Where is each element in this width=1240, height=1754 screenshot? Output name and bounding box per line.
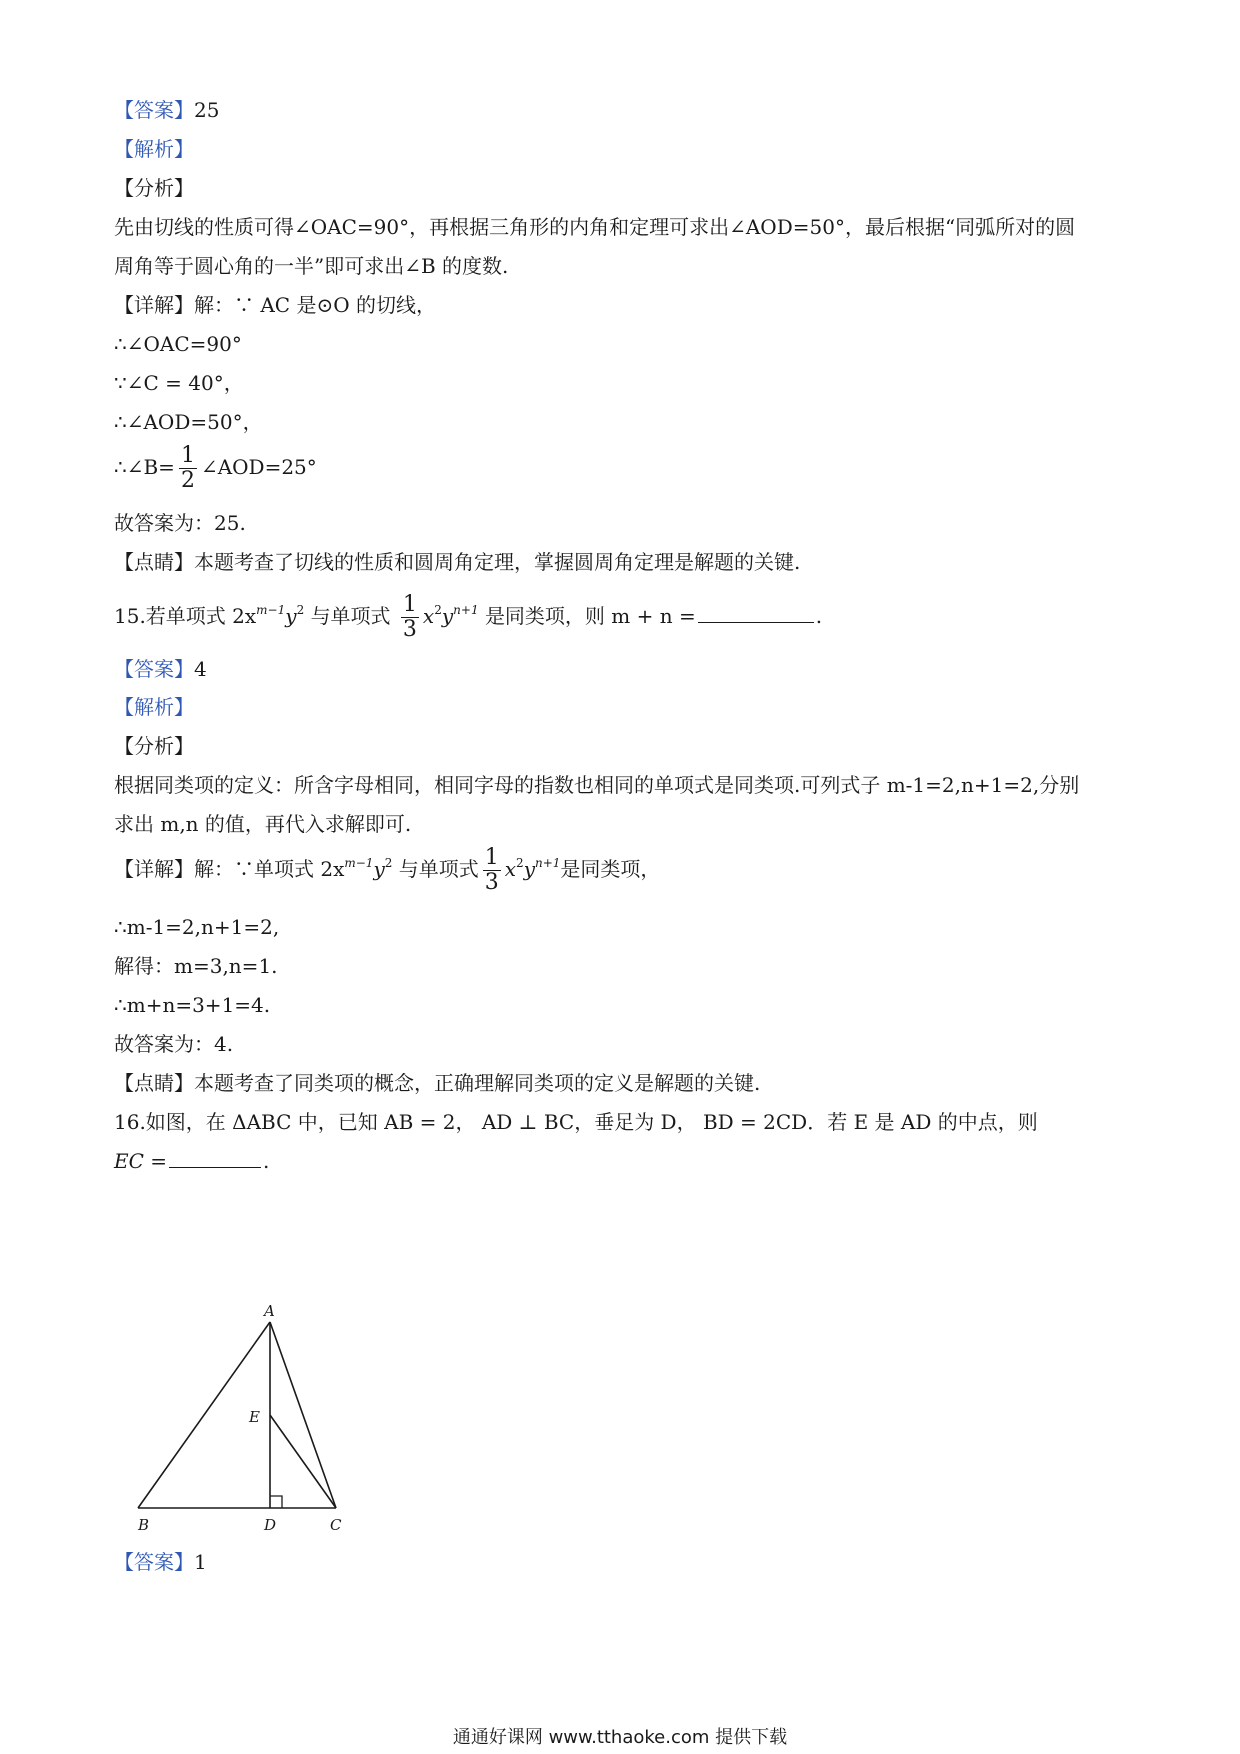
step-line: ∴∠AOD=50°，	[114, 410, 263, 434]
detail-tag: 【详解】	[114, 293, 194, 317]
answer-value: 1	[194, 1550, 207, 1574]
label-b: B	[138, 1516, 150, 1534]
stem-text: 15.若单项式 2x	[114, 604, 257, 628]
stem-text: EC =	[114, 1149, 168, 1173]
analysis-line: 求出 m,n 的值，再代入求解即可.	[114, 812, 412, 836]
segment-ac	[270, 1322, 336, 1508]
step-text: ∴∠B=	[114, 455, 175, 479]
analysis-line: 周角等于圆心角的一半”即可求出∠B 的度数.	[114, 254, 509, 278]
jiexi-tag: 【解析】	[114, 695, 194, 719]
detail-text: 是同类项，	[560, 857, 661, 881]
fraction-denominator: 2	[180, 468, 195, 493]
dianjing-text: 本题考查了切线的性质和圆周角定理，掌握圆周角定理是解题的关键.	[194, 550, 801, 574]
variable: y	[441, 604, 454, 628]
variable: x	[504, 857, 517, 881]
segment-ec	[270, 1415, 336, 1508]
final-answer: 故答案为：4.	[114, 1032, 234, 1056]
triangle-figure	[122, 1300, 352, 1540]
fraction-numerator: 1	[180, 443, 195, 468]
answer-value: 25	[194, 98, 220, 122]
final-answer: 故答案为：25.	[114, 511, 246, 535]
analysis-line: 先由切线的性质可得∠OAC=90°，再根据三角形的内角和定理可求出∠AOD=50°，最后根据“同弧所对的圆	[114, 215, 1076, 239]
fraction-denominator: 3	[402, 617, 417, 642]
answer-tag: 【答案】	[114, 98, 194, 122]
footer-credit: 通通好课网 www.tthaoke.com 提供下载	[452, 1727, 788, 1748]
fraction-numerator: 1	[402, 592, 417, 617]
variable: x	[422, 604, 435, 628]
detail-tag: 【详解】	[114, 857, 194, 881]
fraction	[179, 444, 197, 493]
fraction	[401, 593, 419, 642]
fraction-denominator: 3	[484, 870, 499, 895]
fenxi-tag: 【分析】	[114, 734, 194, 758]
dianjing-tag: 【点睛】	[114, 1071, 194, 1095]
answer-blank	[169, 1147, 261, 1168]
detail-text: 与单项式	[398, 857, 479, 881]
step-line: ∴m-1=2,n+1=2,	[114, 915, 280, 939]
detail-line	[114, 290, 1130, 320]
exponent: 2	[434, 603, 442, 617]
right-angle-mark	[270, 1496, 282, 1508]
step-line: ∴m+n=3+1=4.	[114, 993, 271, 1017]
exponent: m−1	[256, 603, 286, 617]
answer-tag: 【答案】	[114, 657, 194, 681]
step-line: ∵∠C = 40°，	[114, 371, 244, 395]
q16-stem-2	[114, 1146, 1130, 1176]
variable: y	[285, 604, 297, 628]
detail-text: 解：∵单项式 2x	[194, 857, 345, 881]
step-line: ∴∠OAC=90°	[114, 332, 242, 356]
step-text: ∠AOD=25°	[200, 455, 317, 479]
stem-text: .	[815, 604, 823, 628]
stem-text: 与单项式	[310, 604, 391, 628]
answer-blank	[698, 602, 814, 623]
dianjing-tag: 【点睛】	[114, 550, 194, 574]
jiexi-tag: 【解析】	[114, 137, 194, 161]
detail-line	[114, 838, 1130, 898]
dianjing-line	[114, 547, 1130, 577]
exponent: m−1	[344, 856, 374, 870]
variable: y	[373, 857, 385, 881]
exponent: n+1	[453, 603, 479, 617]
step-line-fraction	[114, 442, 1130, 502]
label-c: C	[330, 1516, 342, 1534]
fenxi-tag: 【分析】	[114, 176, 194, 200]
stem-text: .	[263, 1149, 270, 1173]
answer-tag: 【答案】	[114, 1550, 194, 1574]
answer-value: 4	[194, 657, 207, 681]
q14-answer	[114, 95, 1130, 125]
q16-answer	[114, 1547, 1130, 1577]
label-e: E	[249, 1408, 260, 1426]
exponent: 2	[384, 856, 393, 870]
dianjing-text: 本题考查了同类项的概念，正确理解同类项的定义是解题的关键.	[194, 1071, 761, 1095]
stem-text: 是同类项，则 m + n =	[484, 604, 696, 628]
q16-stem: 16.如图，在 ΔABC 中，已知 AB = 2， AD ⊥ BC，垂足为 D， BD = 2CD．若 E 是 AD 的中点，则	[114, 1110, 1038, 1134]
q15-stem	[114, 585, 1130, 645]
analysis-line: 根据同类项的定义：所含字母相同，相同字母的指数也相同的单项式是同类项.可列式子 m-1=2,n+1=2,分别	[114, 773, 1080, 797]
q15-answer	[114, 654, 1130, 684]
dianjing-line	[114, 1068, 1130, 1098]
label-d: D	[264, 1516, 277, 1534]
exponent: n+1	[535, 856, 561, 870]
variable: y	[523, 857, 535, 881]
detail-text: 解：∵ AC 是⊙O 的切线，	[194, 293, 436, 317]
exponent: 2	[296, 603, 305, 617]
label-a: A	[264, 1302, 275, 1320]
step-line: 解得：m=3,n=1.	[114, 954, 278, 978]
fraction	[483, 846, 501, 895]
exponent: 2	[516, 856, 524, 870]
fraction-numerator: 1	[484, 845, 499, 870]
